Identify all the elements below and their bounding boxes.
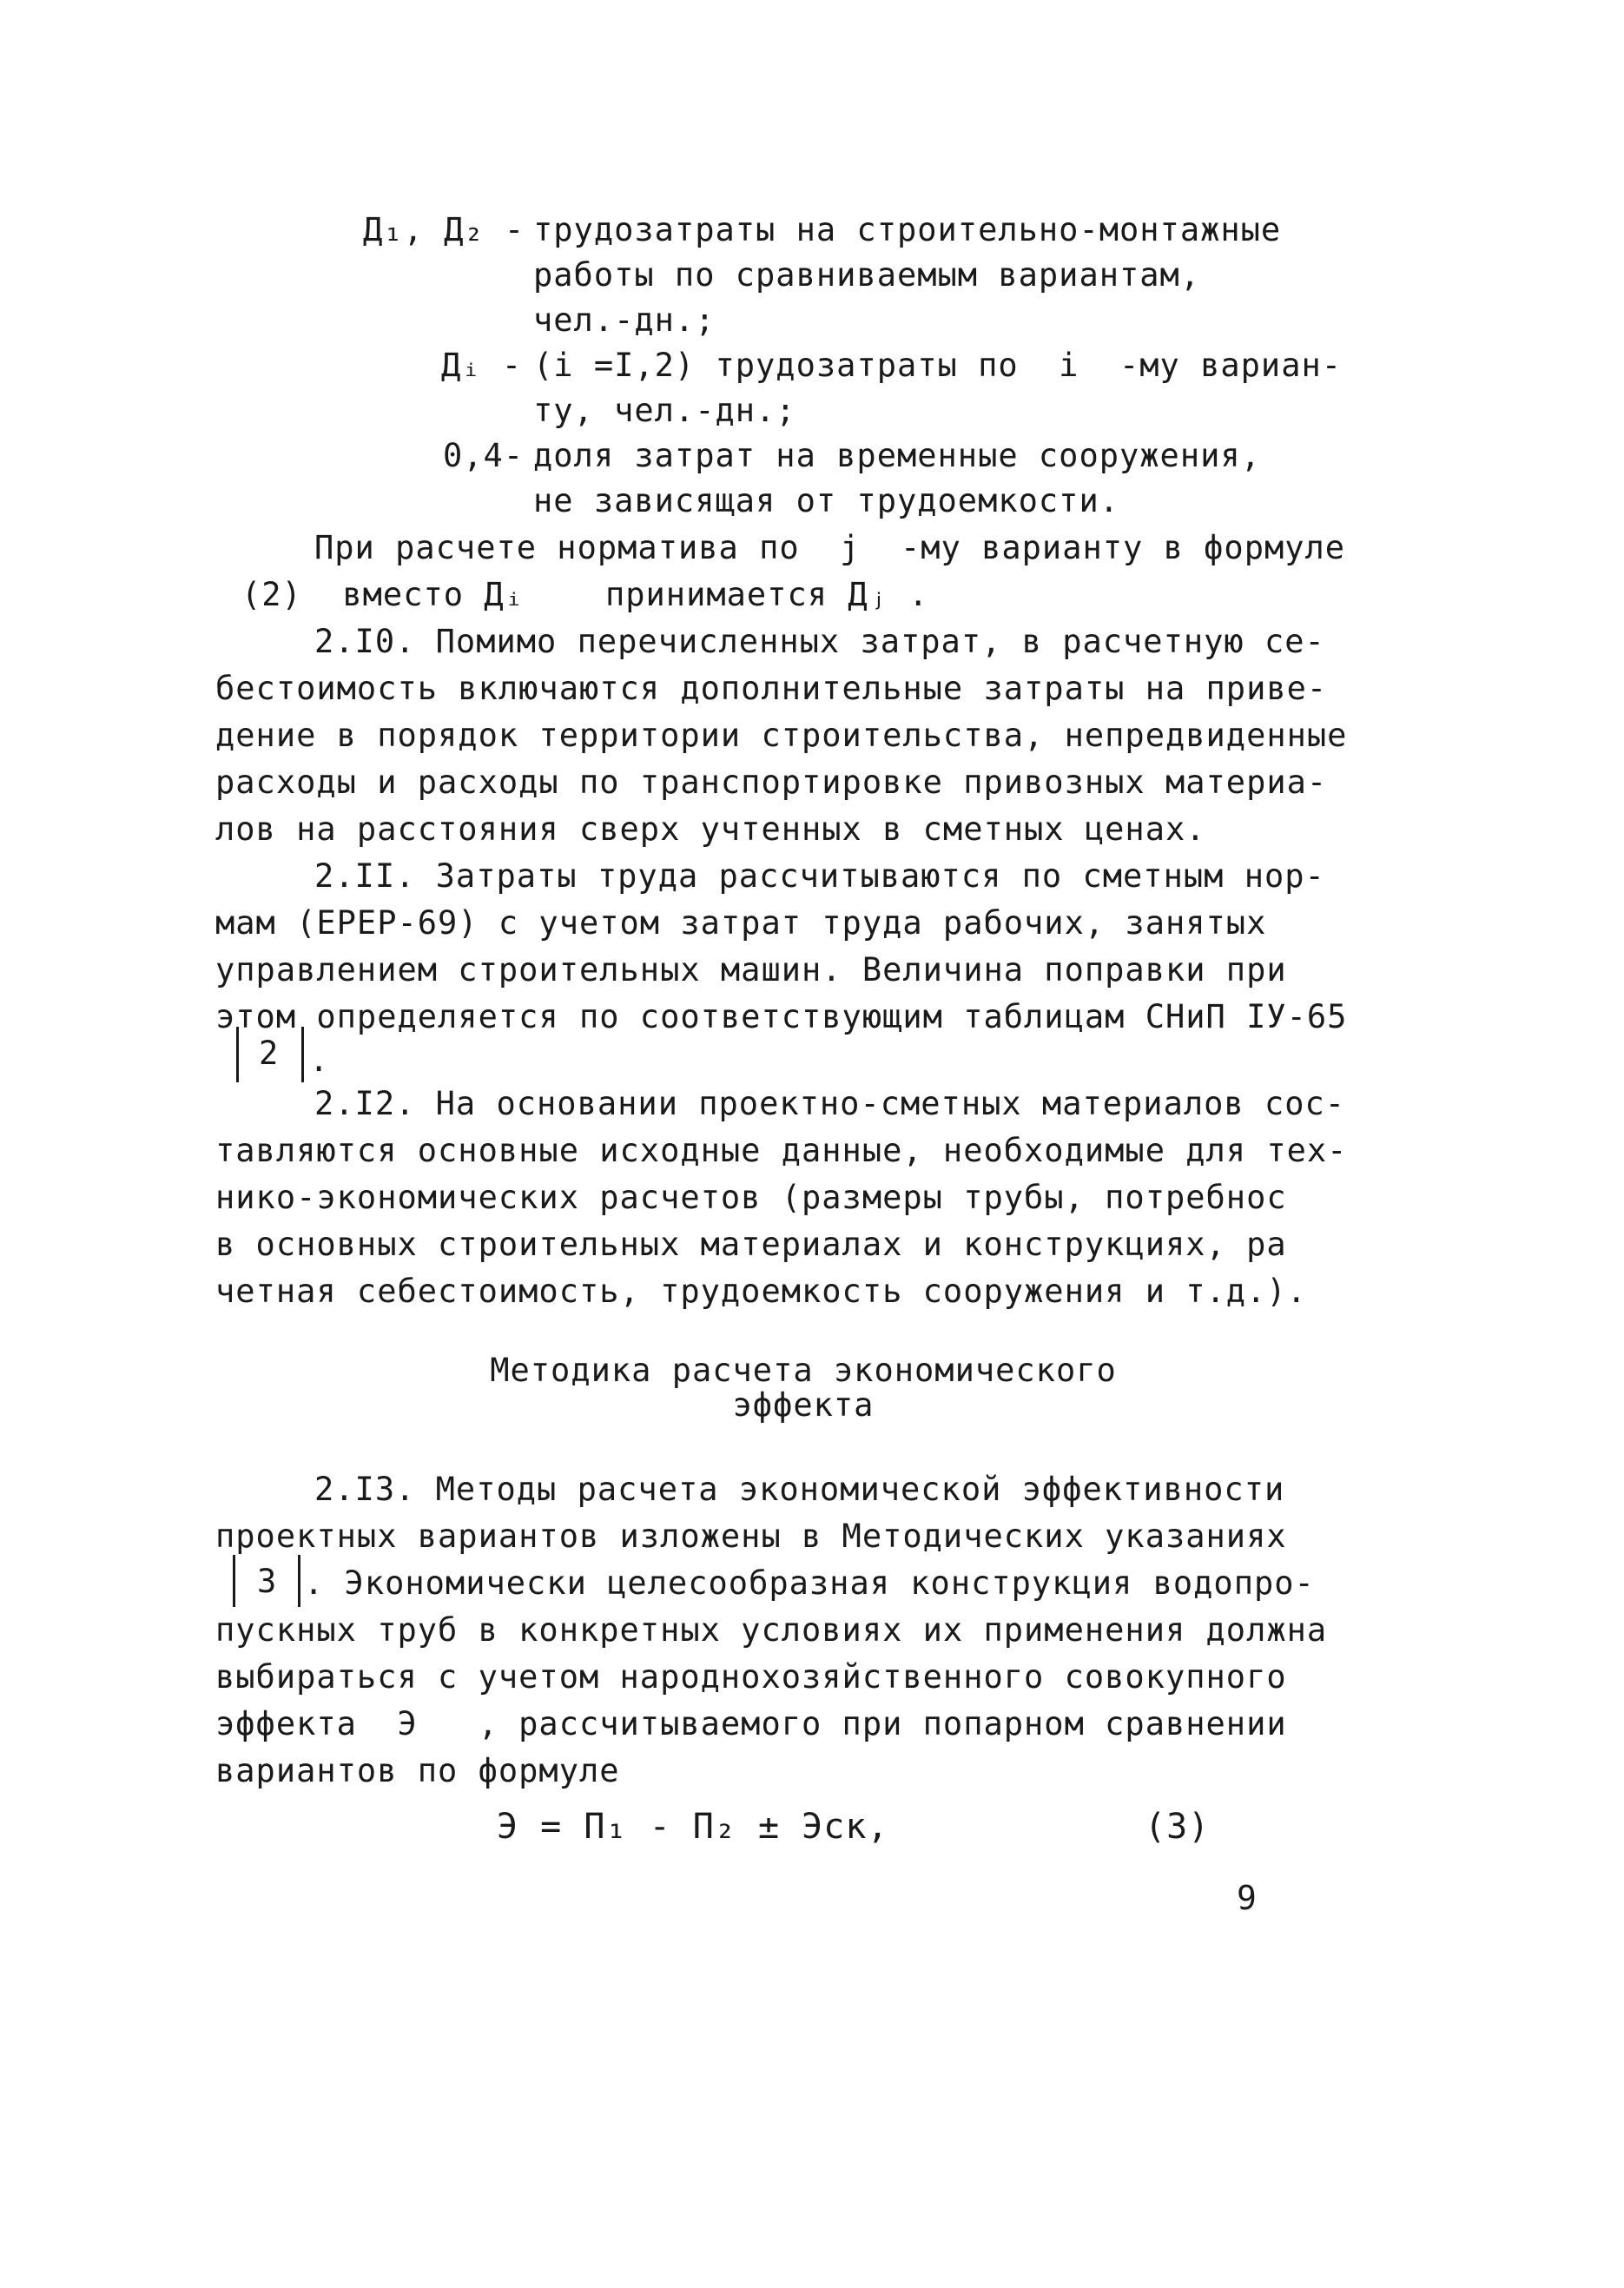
para-2-11-line-3: управлением строительных машин. Величина поправки при (215, 951, 1287, 989)
para-2-12-line-3: нико-экономических расчетов (размеры трубы, потребнос (215, 1179, 1287, 1216)
para-2-13-line-5: выбираться с учетом народнохозяйственного совокупного (215, 1658, 1287, 1696)
para-2-10-line-4: расходы и расходы по транспортировке привозных материа- (215, 764, 1328, 801)
para-2-13-line-4: пускных труб в конкретных условиях их применения должна (215, 1611, 1328, 1649)
para-2-11-line-1: 2.II. Затраты труда рассчитываются по сметным нор- (314, 857, 1325, 895)
para-2-11-line-4: этом определяется по соответствующим таблицам СНиП IУ-65 (215, 998, 1348, 1035)
para-2-11-line-2: мам (ЕРЕР-69) с учетом затрат труда рабочих, занятых (215, 904, 1267, 942)
para-2-12-line-1: 2.I2. На основании проектно-сметных материалов сос- (314, 1085, 1346, 1122)
def-term-k: 0,4- (443, 437, 525, 474)
formula: Э = П₁ - П₂ ± Эск, (497, 1807, 889, 1847)
formula-number: (3) (1145, 1807, 1211, 1847)
def-desc-d1d2-2: работы по сравниваемым вариантам, (533, 256, 1201, 294)
section-heading-1: Методика расчета экономического (490, 1352, 1117, 1389)
def-term-d1d2: Д₁, Д₂ - (363, 211, 525, 248)
def-desc-di-1: (i =I,2) трудозатраты по i -му вариан- (533, 347, 1343, 384)
def-term-di: Дᵢ - (441, 347, 523, 384)
page-number: 9 (1237, 1879, 1258, 1917)
para-2-10-line-3: дение в порядок территории строительства, непредвиденные (215, 717, 1348, 754)
para-2-10-line-2: бестоимость включаются дополнительные затраты на приве- (215, 670, 1328, 707)
para-2-13-line-1: 2.I3. Методы расчета экономической эффективности (314, 1471, 1285, 1508)
def-desc-di-2: ту, чел.-дн.; (533, 392, 796, 429)
para-2-10-line-5: лов на расстояния сверх учтенных в сметных ценах. (215, 810, 1206, 848)
para-2-13-line-6: эффекта Э , рассчитываемого при попарном сравнении (215, 1705, 1287, 1742)
para-2-12-line-5: четная себестоимость, трудоемкость сооружения и т.д.). (215, 1273, 1307, 1310)
para-2-13-line-3: . Экономически целесообразная конструкция водопро- (304, 1564, 1315, 1602)
def-desc-k-2: не зависящая от трудоемкости. (533, 482, 1120, 519)
para-2-12-line-4: в основных строительных материалах и конструкциях, ра (215, 1226, 1287, 1263)
para-2-13-line-7: вариантов по формуле (215, 1752, 620, 1789)
para-2-11-ref-tail: . (309, 1042, 330, 1079)
def-desc-d1d2-1: трудозатраты на строительно-монтажные (533, 211, 1282, 248)
para-2-13-line-2: проектных вариантов изложены в Методических указаниях (215, 1518, 1287, 1555)
para-2-12-line-2: тавляются основные исходные данные, необходимые для тех- (215, 1132, 1348, 1169)
para-2-13-ref: 3 (257, 1563, 278, 1600)
def-desc-k-1: доля затрат на временные сооружения, (533, 437, 1261, 474)
def-desc-d1d2-3: чел.-дн.; (533, 301, 716, 339)
para-2-10-line-1: 2.I0. Помимо перечисленных затрат, в расчетную се- (314, 623, 1325, 660)
section-heading-2: эффекта (732, 1386, 875, 1424)
note-line-2: (2) вместо Дᵢ принимается Дⱼ . (241, 576, 929, 613)
note-line-1: При расчете норматива по j -му варианту в формуле (314, 529, 1346, 566)
para-2-11-ref: 2 (259, 1035, 280, 1072)
